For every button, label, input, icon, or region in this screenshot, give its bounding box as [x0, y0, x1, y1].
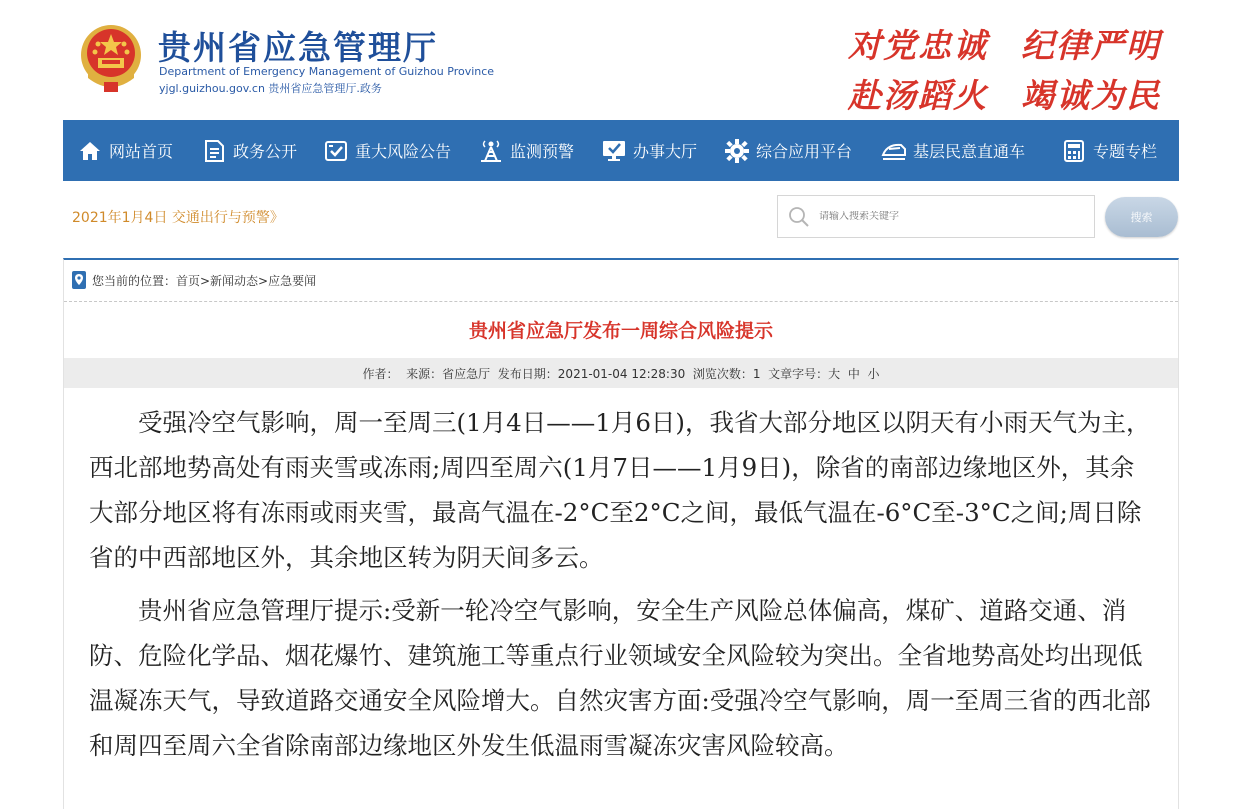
- meta-author: 作者：: [362, 366, 407, 381]
- nav-item-label: 网站首页: [109, 142, 174, 161]
- document-icon: [201, 138, 227, 164]
- national-emblem-icon: [78, 22, 144, 94]
- nav-item-label: 政务公开: [233, 142, 298, 161]
- column-icon: [1061, 138, 1087, 164]
- site-title[interactable]: 贵州省应急管理厅: [158, 28, 438, 67]
- nav-item-risk-notice[interactable]: [309, 120, 464, 181]
- divider: [64, 301, 1178, 302]
- nav-item-label: 办事大厅: [633, 142, 698, 161]
- checkmark-screen-icon: [601, 138, 627, 164]
- monitor-tower-icon: [478, 138, 504, 164]
- gear-icon: [724, 138, 750, 164]
- search-box: [777, 195, 1095, 238]
- meta-font-size-label: 文章字号：: [768, 366, 829, 381]
- slogan-3: 赴汤蹈火: [848, 76, 988, 115]
- font-size-small-button[interactable]: 小: [867, 366, 880, 381]
- meta-views: 浏览次数：1: [692, 366, 769, 381]
- article-body: [89, 400, 1154, 776]
- notice-icon: [323, 138, 349, 164]
- site-subtitle: Department of Emergency Management of Guizhou Province: [159, 65, 495, 78]
- nav-item-platform[interactable]: [710, 120, 867, 181]
- slogan-4: 竭诚为民: [1021, 76, 1161, 115]
- home-icon: [77, 138, 103, 164]
- meta-source: 来源：省应急厅: [406, 366, 498, 381]
- nav-item-service-hall[interactable]: [587, 120, 710, 181]
- article-paragraph: 受强冷空气影响，周一至周三(1月4日——1月6日)，我省大部分地区以阴天有小雨天气为主，西北部地势高处有雨夹雪或冻雨;周四至周六(1月7日——1月9日)，除省的南部边缘地区外，其余大部分地区将有冻雨或雨夹雪，最高气温在-2°C至2°C之间，最低气温在-6°C至-3°C之间;周日除省的中西部地区外，其余地区转为阴天间多云。: [89, 408, 1151, 572]
- nav-item-special-column[interactable]: [1047, 120, 1177, 181]
- train-icon: [881, 138, 907, 164]
- content-panel: [63, 258, 1179, 809]
- font-size-large-button[interactable]: 大: [828, 366, 841, 381]
- slogan-1: 对党忠诚: [848, 26, 988, 65]
- breadcrumb-text[interactable]: 您当前的位置：首页>新闻动态>应急要闻: [92, 273, 317, 288]
- nav-item-label: 基层民意直通车: [913, 142, 1026, 161]
- nav-item-label: 监测预警: [510, 142, 575, 161]
- meta-date: 发布日期：2021-01-04 12:28:30: [497, 366, 693, 381]
- nav-item-monitoring[interactable]: [464, 120, 587, 181]
- nav-item-public-opinion[interactable]: [867, 120, 1047, 181]
- nav-item-home[interactable]: [63, 120, 187, 181]
- search-icon: [787, 205, 811, 229]
- font-size-medium-button[interactable]: 中: [847, 366, 860, 381]
- main-nav: [63, 120, 1179, 181]
- search-button[interactable]: 搜索: [1105, 197, 1178, 237]
- nav-item-gov-affairs[interactable]: [187, 120, 309, 181]
- slogan-2: 纪律严明: [1021, 26, 1161, 65]
- article-title: 贵州省应急厅发布一周综合风险提示: [468, 320, 773, 342]
- article-meta: [64, 358, 1178, 388]
- nav-item-label: 专题专栏: [1093, 142, 1158, 161]
- nav-item-label: 综合应用平台: [756, 142, 853, 161]
- article-paragraph: 贵州省应急管理厅提示:受新一轮冷空气影响，安全生产风险总体偏高，煤矿、道路交通、消防、危险化学品、烟花爆竹、建筑施工等重点行业领域安全风险较为突出。全省地势高处均出现低温凝冻天气，导致道路交通安全风险增大。自然灾害方面:受强冷空气影响，周一至周三省的西北部和周四至周六全省除南部边缘地区外发生低温雨雪凝冻灾害风险较高。: [89, 596, 1151, 760]
- news-ticker[interactable]: 2021年1月4日 交通出行与预警》: [72, 210, 284, 226]
- site-domain: yjgl.guizhou.gov.cn 贵州省应急管理厅.政务: [159, 82, 382, 95]
- nav-item-label: 重大风险公告: [355, 142, 452, 161]
- search-input[interactable]: [819, 211, 1069, 222]
- site-header: [0, 0, 1242, 120]
- location-pin-icon: [72, 271, 86, 289]
- breadcrumb: [72, 270, 316, 290]
